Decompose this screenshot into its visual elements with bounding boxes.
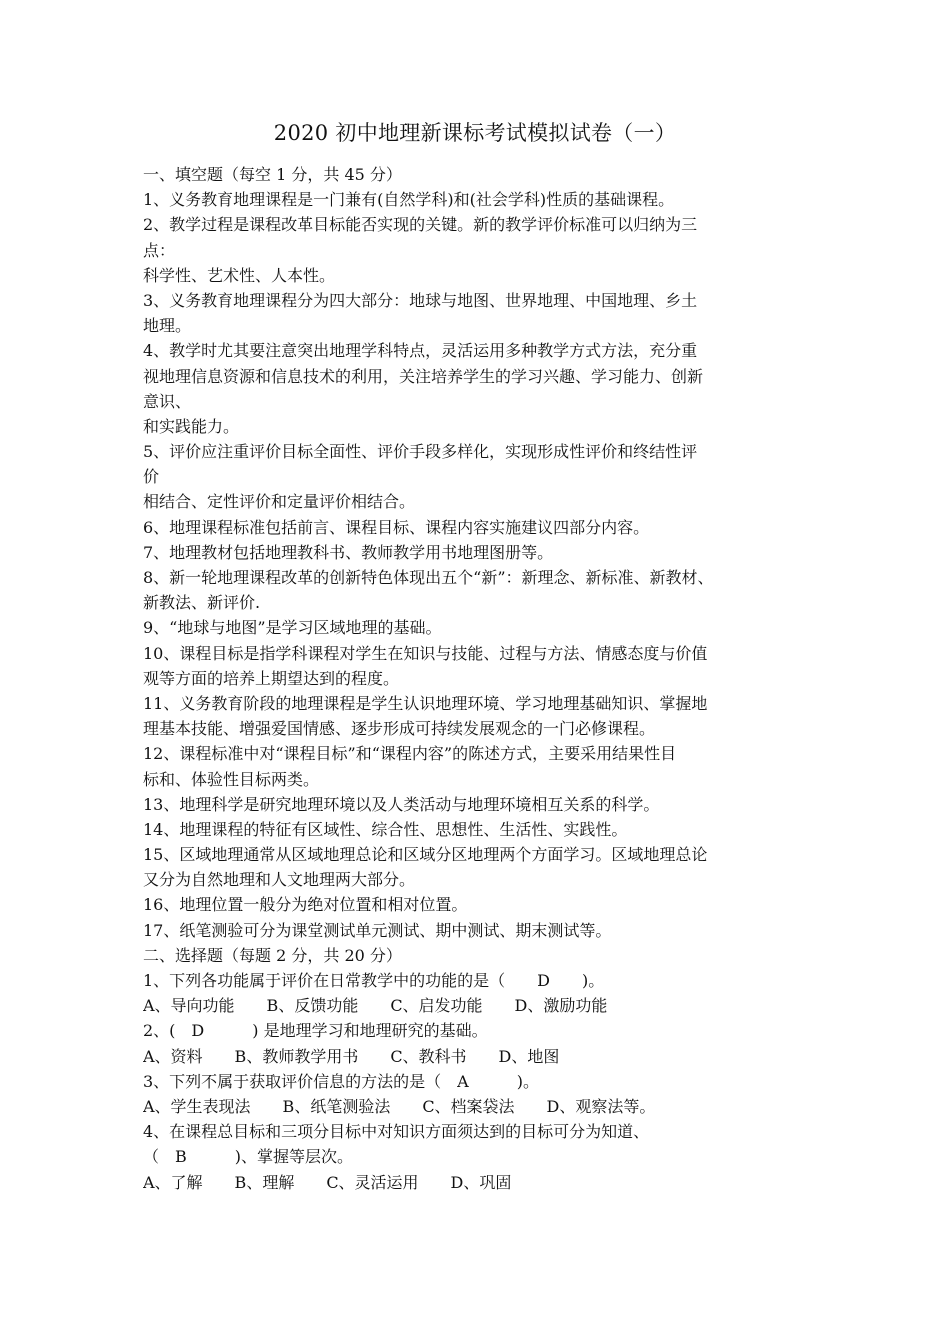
choice-options: A、学生表现法 B、纸笔测验法 C、档案袋法 D、观察法等。 <box>143 1096 656 1116</box>
question-line: 9、“地球与地图”是学习区域地理的基础。 <box>143 618 442 638</box>
question-line: 6、地理课程标准包括前言、课程目标、课程内容实施建议四部分内容。 <box>143 517 650 537</box>
question-line: 16、地理位置一般分为绝对位置和相对位置。 <box>143 895 468 915</box>
question-line: 科学性、艺术性、人本性。 <box>143 265 336 285</box>
exam-content <box>143 162 813 1195</box>
question-line: 13、地理科学是研究地理环境以及人类活动与地理环境相互关系的科学。 <box>143 794 660 814</box>
question-line: 15、区域地理通常从区域地理总论和区域分区地理两个方面学习。区域地理总论 <box>143 845 708 865</box>
question-line: 4、教学时尤其要注意突出地理学科特点，灵活运用多种教学方式方法，充分重 <box>143 341 698 361</box>
section-heading-multiple-choice: 二、选择题（每题 2 分，共 20 分） <box>143 945 402 965</box>
question-line: 和实践能力。 <box>143 416 240 436</box>
choice-question: 2、( D ) 是地理学习和地理研究的基础。 <box>143 1021 488 1041</box>
choice-question: 4、在课程总目标和三项分目标中对知识方面须达到的目标可分为知道、 <box>143 1122 650 1142</box>
question-line: 新教法、新评价. <box>143 593 261 613</box>
question-line: 意识、 <box>143 391 192 411</box>
question-line: 观等方面的培养上期望达到的程度。 <box>143 668 400 688</box>
question-line: 标和、体验性目标两类。 <box>143 769 320 789</box>
question-line: 地理。 <box>143 316 192 336</box>
question-line: 1、义务教育地理课程是一门兼有(自然学科)和(社会学科)性质的基础课程。 <box>143 190 675 210</box>
question-line: 价 <box>143 467 160 487</box>
choice-options: A、了解 B、理解 C、灵活运用 D、巩固 <box>143 1172 512 1192</box>
question-line: 相结合、定性评价和定量评价相结合。 <box>143 492 416 512</box>
section-heading-fill-blank: 一、填空题（每空 1 分，共 45 分） <box>143 165 402 184</box>
choice-question: 3、下列不属于获取评价信息的方法的是（ A )。 <box>143 1071 539 1091</box>
choice-question: 1、下列各功能属于评价在日常教学中的功能的是（ D )。 <box>143 971 605 990</box>
question-line: 11、义务教育阶段的地理课程是学生认识地理环境、学习地理基础知识、掌握地 <box>143 693 708 713</box>
question-line: 14、地理课程的特征有区域性、综合性、思想性、生活性、实践性。 <box>143 819 628 839</box>
question-line: 点： <box>143 240 176 260</box>
choice-options: A、导向功能 B、反馈功能 C、启发功能 D、激励功能 <box>143 996 608 1016</box>
page-title: 2020 初中地理新课标考试模拟试卷（一） <box>273 121 677 145</box>
question-line: 2、教学过程是课程改革目标能否实现的关键。新的教学评价标准可以归纳为三 <box>143 215 698 235</box>
question-line: 理基本技能、增强爱国情感、逐步形成可持续发展观念的一门必修课程。 <box>143 719 656 739</box>
choice-options: A、资料 B、教师教学用书 C、教科书 D、地图 <box>143 1046 560 1066</box>
choice-question: （ B )、掌握等层次。 <box>143 1147 354 1167</box>
question-line: 12、课程标准中对“课程目标”和“课程内容”的陈述方式，主要采用结果性目 <box>143 744 677 764</box>
question-line: 3、义务教育地理课程分为四大部分：地球与地图、世界地理、中国地理、乡土 <box>143 290 698 310</box>
question-line: 又分为自然地理和人文地理两大部分。 <box>143 870 416 890</box>
question-line: 视地理信息资源和信息技术的利用，关注培养学生的学习兴趣、学习能力、创新 <box>143 366 704 386</box>
question-line: 10、课程目标是指学科课程对学生在知识与技能、过程与方法、情感态度与价值 <box>143 643 708 663</box>
question-line: 7、地理教材包括地理教科书、教师教学用书地理图册等。 <box>143 542 554 562</box>
question-line: 8、新一轮地理课程改革的创新特色体现出五个“新”：新理念、新标准、新教材、 <box>143 568 714 587</box>
question-line: 5、评价应注重评价目标全面性、评价手段多样化，实现形成性评价和终结性评 <box>143 442 698 462</box>
question-line: 17、纸笔测验可分为课堂测试单元测试、期中测试、期末测试等。 <box>143 920 612 940</box>
